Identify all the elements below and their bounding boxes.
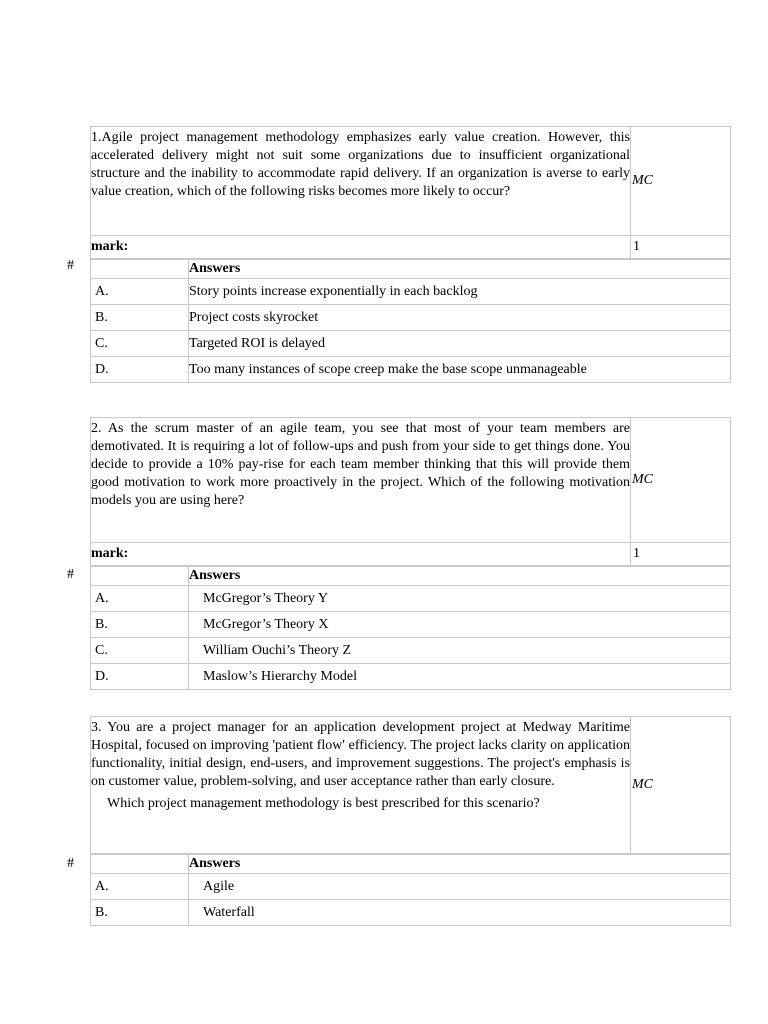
answer-option[interactable] bbox=[91, 279, 731, 305]
answer-option[interactable] bbox=[91, 874, 731, 900]
answer-letter: B. bbox=[91, 900, 189, 926]
answer-option[interactable] bbox=[91, 664, 731, 690]
answer-option[interactable] bbox=[91, 357, 731, 383]
question-1-table bbox=[90, 126, 731, 259]
answers-header-blank bbox=[91, 855, 189, 874]
answer-text: Targeted ROI is delayed bbox=[189, 331, 731, 357]
question-1-type: MC bbox=[631, 127, 731, 236]
question-3-paragraph: 3. You are a project manager for an application development project at Medway Maritime Hospital, focused on improving 'patient flow' efficiency. The project lacks clarity on application functionality, initial design, end-users, and improvement suggestions. The project's emphasis is on customer value, problem-solving, and user acceptance rather than early closure. bbox=[91, 720, 630, 789]
question-2-text: 2. As the scrum master of an agile team, you see that most of your team members are demotivated. It is requiring a lot of follow-ups and push from your side to get things done. You decide to provide a 10% pay-rise for each team member thinking that this will provide them good motivation to work more proactively in the project. Which of the following motivation models you are using here? bbox=[91, 421, 630, 508]
question-1-answers-table bbox=[90, 259, 731, 383]
question-3-table bbox=[90, 716, 731, 854]
answer-letter: C. bbox=[91, 331, 189, 357]
answer-text: Project costs skyrocket bbox=[189, 305, 731, 331]
answer-text: Agile bbox=[189, 874, 731, 900]
question-3-text-cell bbox=[91, 717, 631, 854]
answer-option[interactable] bbox=[91, 586, 731, 612]
answer-text: William Ouchi’s Theory Z bbox=[189, 638, 731, 664]
question-1-mark-label: mark: bbox=[91, 236, 631, 259]
answer-option[interactable] bbox=[91, 638, 731, 664]
question-2-mark-label: mark: bbox=[91, 543, 631, 566]
question-3-type: MC bbox=[631, 717, 731, 854]
answer-text: Story points increase exponentially in each backlog bbox=[189, 279, 731, 305]
answer-option[interactable] bbox=[91, 331, 731, 357]
answer-letter: A. bbox=[91, 874, 189, 900]
answers-header: Answers bbox=[189, 567, 731, 586]
question-2-mark-value: 1 bbox=[631, 543, 731, 566]
answer-text: Maslow’s Hierarchy Model bbox=[189, 664, 731, 690]
answer-letter: A. bbox=[91, 586, 189, 612]
answer-text: McGregor’s Theory Y bbox=[189, 586, 731, 612]
question-3-prompt: Which project management methodology is best prescribed for this scenario? bbox=[107, 796, 540, 811]
answers-header-blank bbox=[91, 260, 189, 279]
question-1-mark-value: 1 bbox=[631, 236, 731, 259]
answer-letter: B. bbox=[91, 305, 189, 331]
question-3-hash: # bbox=[67, 856, 74, 871]
question-2-hash: # bbox=[67, 567, 74, 582]
answer-letter: A. bbox=[91, 279, 189, 305]
question-3-text bbox=[91, 717, 630, 813]
question-3-answers-table bbox=[90, 854, 731, 926]
answer-option[interactable] bbox=[91, 612, 731, 638]
question-2-table bbox=[90, 417, 731, 566]
answer-text: McGregor’s Theory X bbox=[189, 612, 731, 638]
question-3 bbox=[90, 716, 730, 926]
answer-text: Waterfall bbox=[189, 900, 731, 926]
answer-text: Too many instances of scope creep make the base scope unmanageable bbox=[189, 357, 731, 383]
answers-header-blank bbox=[91, 567, 189, 586]
answer-letter: C. bbox=[91, 638, 189, 664]
question-2-text-cell bbox=[91, 418, 631, 543]
answer-option[interactable] bbox=[91, 900, 731, 926]
answer-letter: D. bbox=[91, 357, 189, 383]
answers-header: Answers bbox=[189, 260, 731, 279]
question-2-answers-table bbox=[90, 566, 731, 690]
answer-letter: B. bbox=[91, 612, 189, 638]
question-1-text-cell bbox=[91, 127, 631, 236]
answer-letter: D. bbox=[91, 664, 189, 690]
question-2 bbox=[90, 417, 730, 690]
question-1-hash: # bbox=[67, 258, 74, 273]
answers-header: Answers bbox=[189, 855, 731, 874]
question-1 bbox=[90, 126, 730, 383]
question-1-text: 1.Agile project management methodology emphasizes early value creation. However, this accelerated delivery might not suit some organizations due to insufficient organizational structure and the inability to accommodate rapid delivery. If an organization is averse to early value creation, which of the following risks becomes more likely to occur? bbox=[91, 130, 630, 199]
answer-option[interactable] bbox=[91, 305, 731, 331]
question-2-type: MC bbox=[631, 418, 731, 543]
